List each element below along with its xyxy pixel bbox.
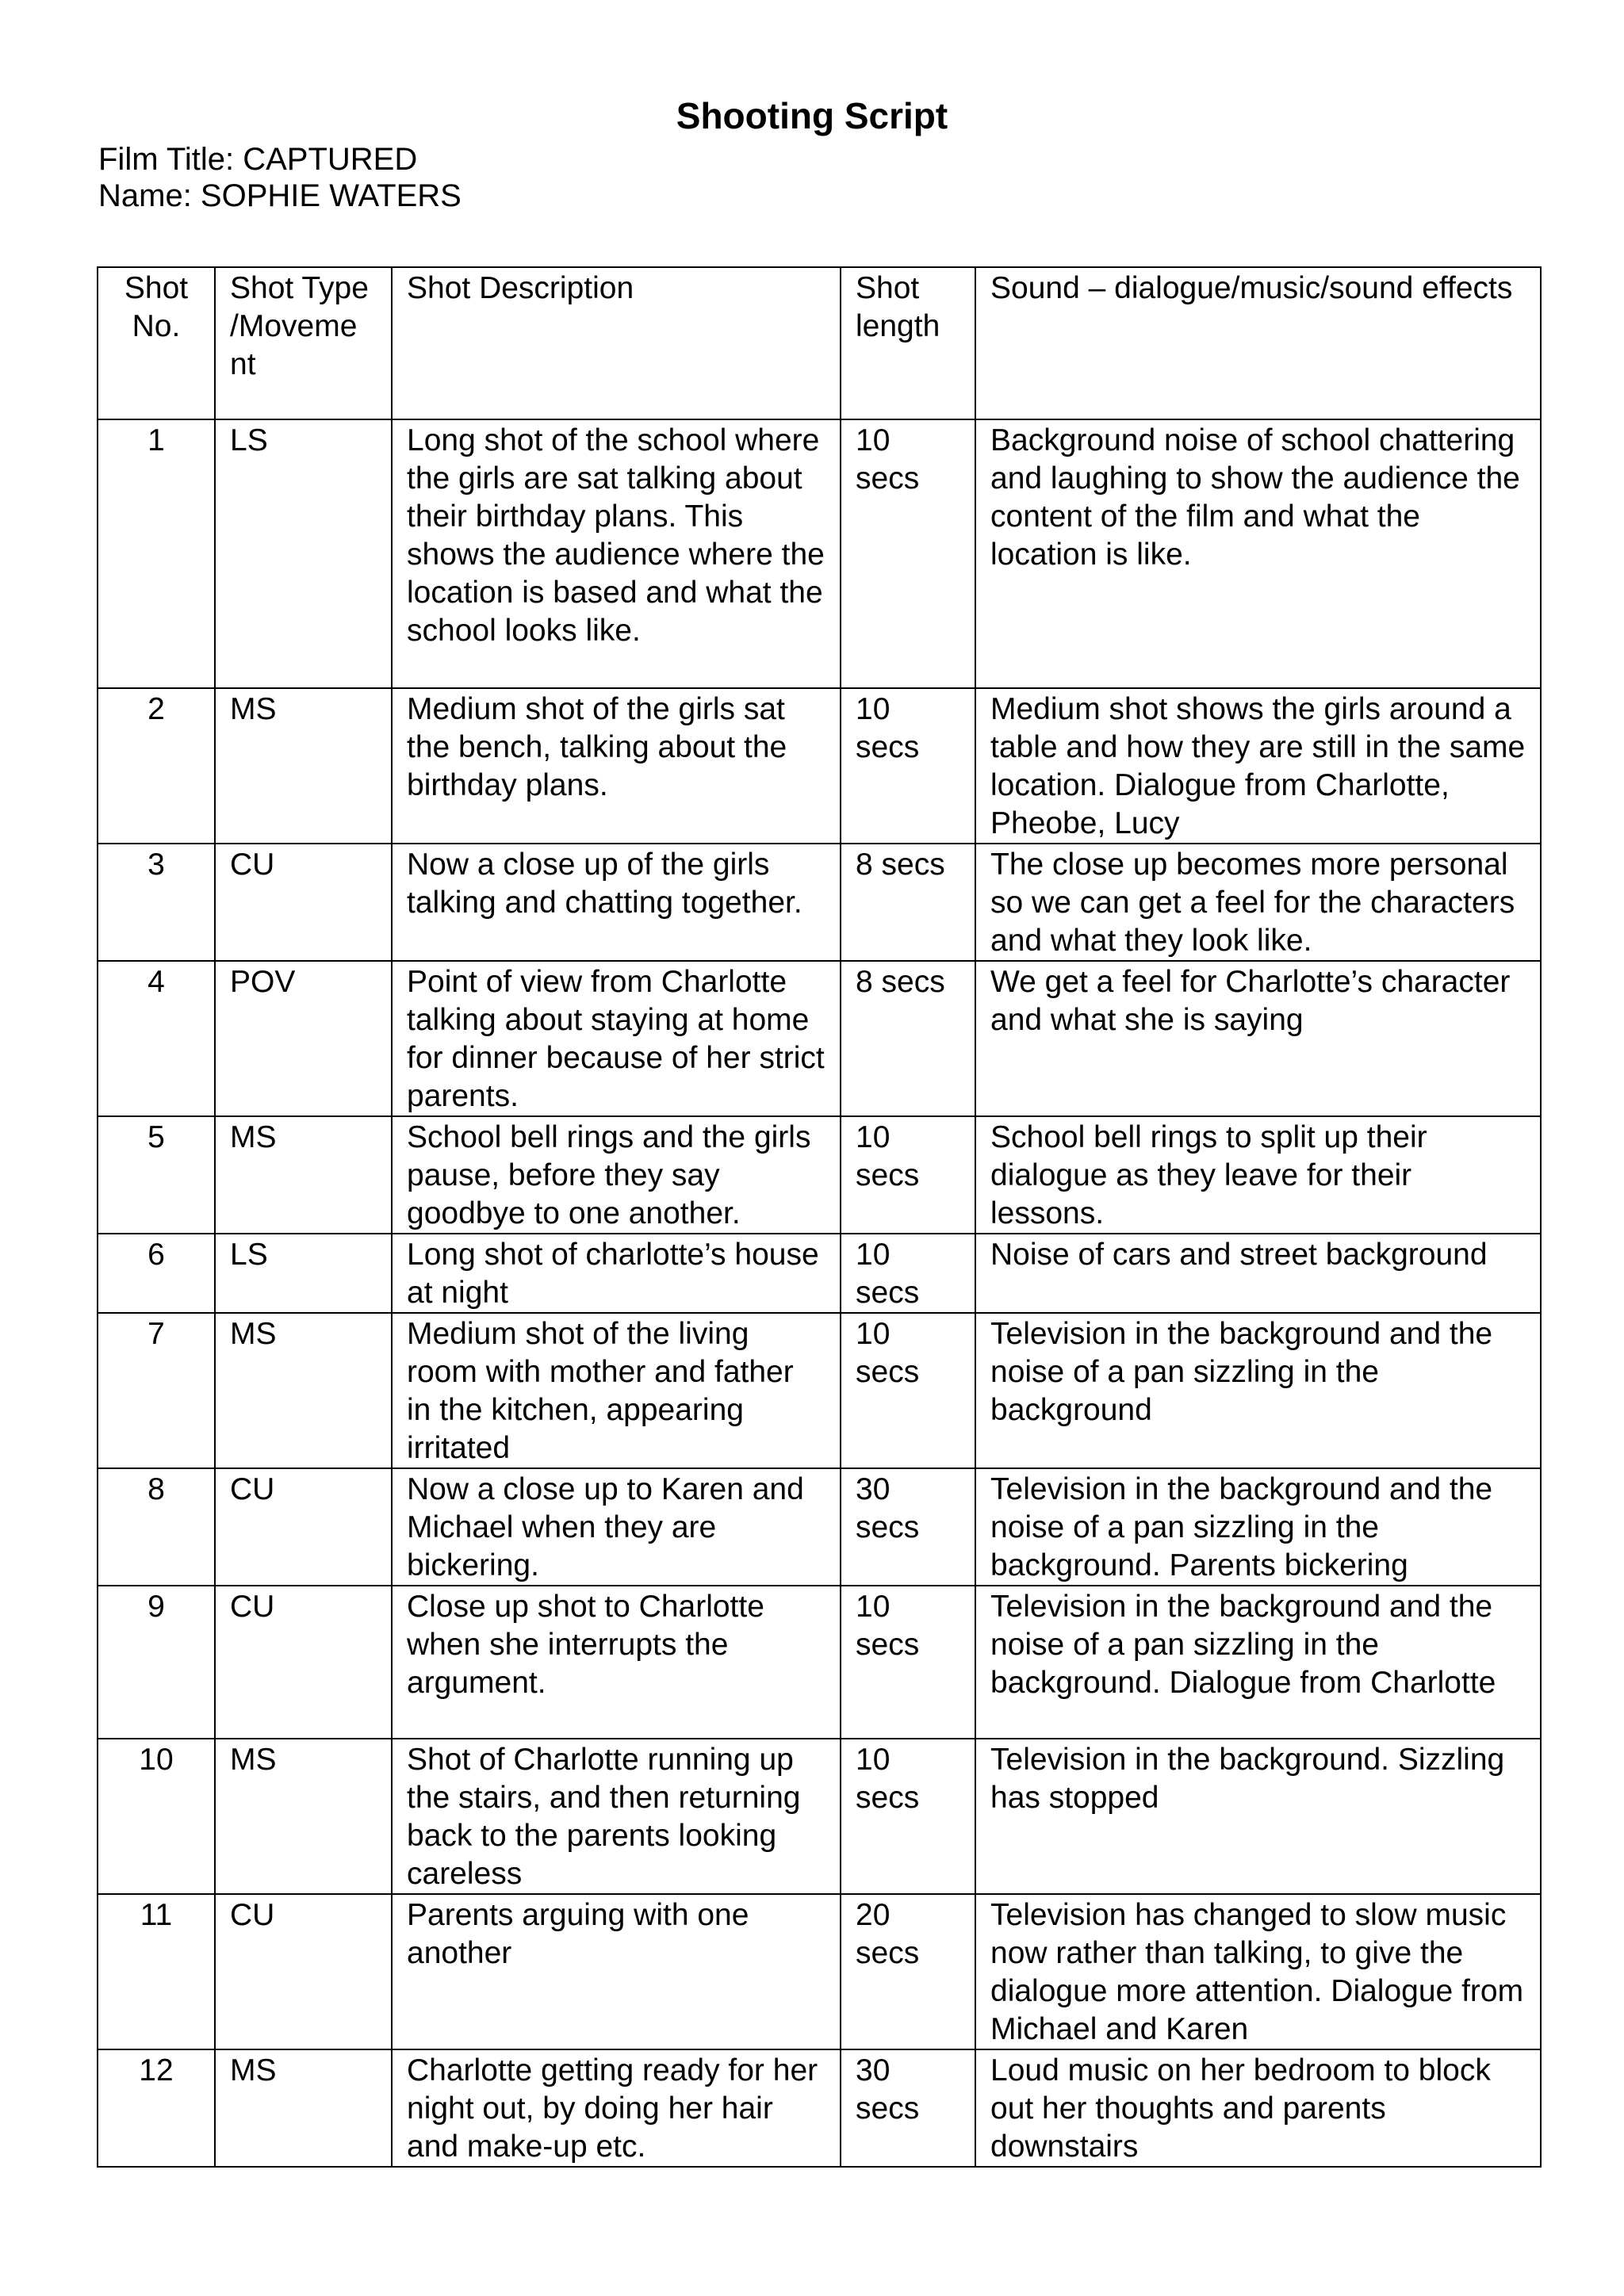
cell-shot-no: 6 [98,1234,215,1313]
cell-shot-type: CU [215,1468,392,1586]
table-row [98,1234,1541,1313]
cell-shot-no: 1 [98,419,215,688]
cell-shot-description: Charlotte getting ready for her night out, by doing her hair and make-up etc. [392,2049,841,2167]
cell-shot-type: CU [215,1894,392,2049]
cell-sound: Medium shot shows the girls around a table and how they are still in the same location. Dialogue from Charlotte, Pheobe, Lucy [975,688,1541,844]
header-shot-description: Shot Description [392,267,841,419]
cell-shot-type: MS [215,1739,392,1894]
cell-shot-description: Medium shot of the living room with mother and father in the kitchen, appearing irritated [392,1313,841,1468]
table-row [98,1116,1541,1234]
cell-shot-no: 5 [98,1116,215,1234]
cell-shot-type: MS [215,1116,392,1234]
cell-sound: Loud music on her bedroom to block out her thoughts and parents downstairs [975,2049,1541,2167]
header-shot-no: Shot No. [98,267,215,419]
cell-shot-no: 8 [98,1468,215,1586]
cell-sound: Noise of cars and street background [975,1234,1541,1313]
page-title: Shooting Script [676,95,948,136]
cell-shot-description: Close up shot to Charlotte when she interrupts the argument. [392,1586,841,1739]
shooting-script-table [97,266,1542,2168]
cell-shot-no: 12 [98,2049,215,2167]
table-row [98,1313,1541,1468]
cell-shot-description: Now a close up of the girls talking and chatting together. [392,844,841,961]
header-shot-length: Shot length [841,267,975,419]
cell-shot-type: POV [215,961,392,1116]
header-shot-type: Shot Type /Moveme nt [215,267,392,419]
cell-shot-length: 20 secs [841,1894,975,2049]
cell-shot-description: School bell rings and the girls pause, before they say goodbye to one another. [392,1116,841,1234]
cell-shot-no: 7 [98,1313,215,1468]
cell-shot-length: 8 secs [841,844,975,961]
cell-shot-type: MS [215,1313,392,1468]
cell-shot-length: 10 secs [841,688,975,844]
table-row [98,1894,1541,2049]
cell-shot-length: 10 secs [841,1586,975,1739]
cell-sound: Background noise of school chattering and laughing to show the audience the content of the film and what the location is like. [975,419,1541,688]
cell-sound: We get a feel for Charlotte’s character and what she is saying [975,961,1541,1116]
cell-shot-type: CU [215,1586,392,1739]
cell-shot-description: Medium shot of the girls sat the bench, talking about the birthday plans. [392,688,841,844]
cell-shot-type: MS [215,2049,392,2167]
cell-shot-type: LS [215,1234,392,1313]
table-row [98,844,1541,961]
cell-shot-length: 30 secs [841,1468,975,1586]
name-line: Name: SOPHIE WATERS [98,178,462,213]
table-row [98,419,1541,688]
table-row [98,2049,1541,2167]
cell-shot-length: 10 secs [841,1116,975,1234]
cell-sound: Television has changed to slow music now rather than talking, to give the dialogue more attention. Dialogue from Michael and Karen [975,1894,1541,2049]
cell-shot-no: 3 [98,844,215,961]
cell-shot-no: 10 [98,1739,215,1894]
cell-shot-type: LS [215,419,392,688]
cell-sound: Television in the background and the noise of a pan sizzling in the background. Dialogue from Charlotte [975,1586,1541,1739]
cell-shot-description: Shot of Charlotte running up the stairs, and then returning back to the parents looking careless [392,1739,841,1894]
cell-shot-no: 11 [98,1894,215,2049]
cell-shot-length: 8 secs [841,961,975,1116]
cell-shot-description: Long shot of charlotte’s house at night [392,1234,841,1313]
cell-shot-description: Parents arguing with one another [392,1894,841,2049]
cell-shot-length: 30 secs [841,2049,975,2167]
header-sound: Sound – dialogue/music/sound effects [975,267,1541,419]
cell-shot-description: Long shot of the school where the girls are sat talking about their birthday plans. This shows the audience where the location is based and what the school looks like. [392,419,841,688]
film-title-line: Film Title: CAPTURED [98,142,418,177]
cell-shot-no: 4 [98,961,215,1116]
cell-shot-no: 2 [98,688,215,844]
cell-sound: Television in the background and the noise of a pan sizzling in the background. Parents bickering [975,1468,1541,1586]
cell-shot-description: Point of view from Charlotte talking about staying at home for dinner because of her strict parents. [392,961,841,1116]
cell-sound: School bell rings to split up their dialogue as they leave for their lessons. [975,1116,1541,1234]
cell-shot-length: 10 secs [841,1739,975,1894]
table-row [98,1468,1541,1586]
table-row [98,961,1541,1116]
cell-shot-type: MS [215,688,392,844]
table-row [98,688,1541,844]
cell-shot-description: Now a close up to Karen and Michael when they are bickering. [392,1468,841,1586]
cell-shot-length: 10 secs [841,1234,975,1313]
cell-shot-type: CU [215,844,392,961]
cell-shot-length: 10 secs [841,419,975,688]
table-row [98,1586,1541,1739]
table-row [98,1739,1541,1894]
cell-shot-no: 9 [98,1586,215,1739]
cell-shot-length: 10 secs [841,1313,975,1468]
cell-sound: Television in the background. Sizzling has stopped [975,1739,1541,1894]
cell-sound: The close up becomes more personal so we can get a feel for the characters and what they look like. [975,844,1541,961]
cell-sound: Television in the background and the noise of a pan sizzling in the background [975,1313,1541,1468]
header-row [98,267,1541,419]
